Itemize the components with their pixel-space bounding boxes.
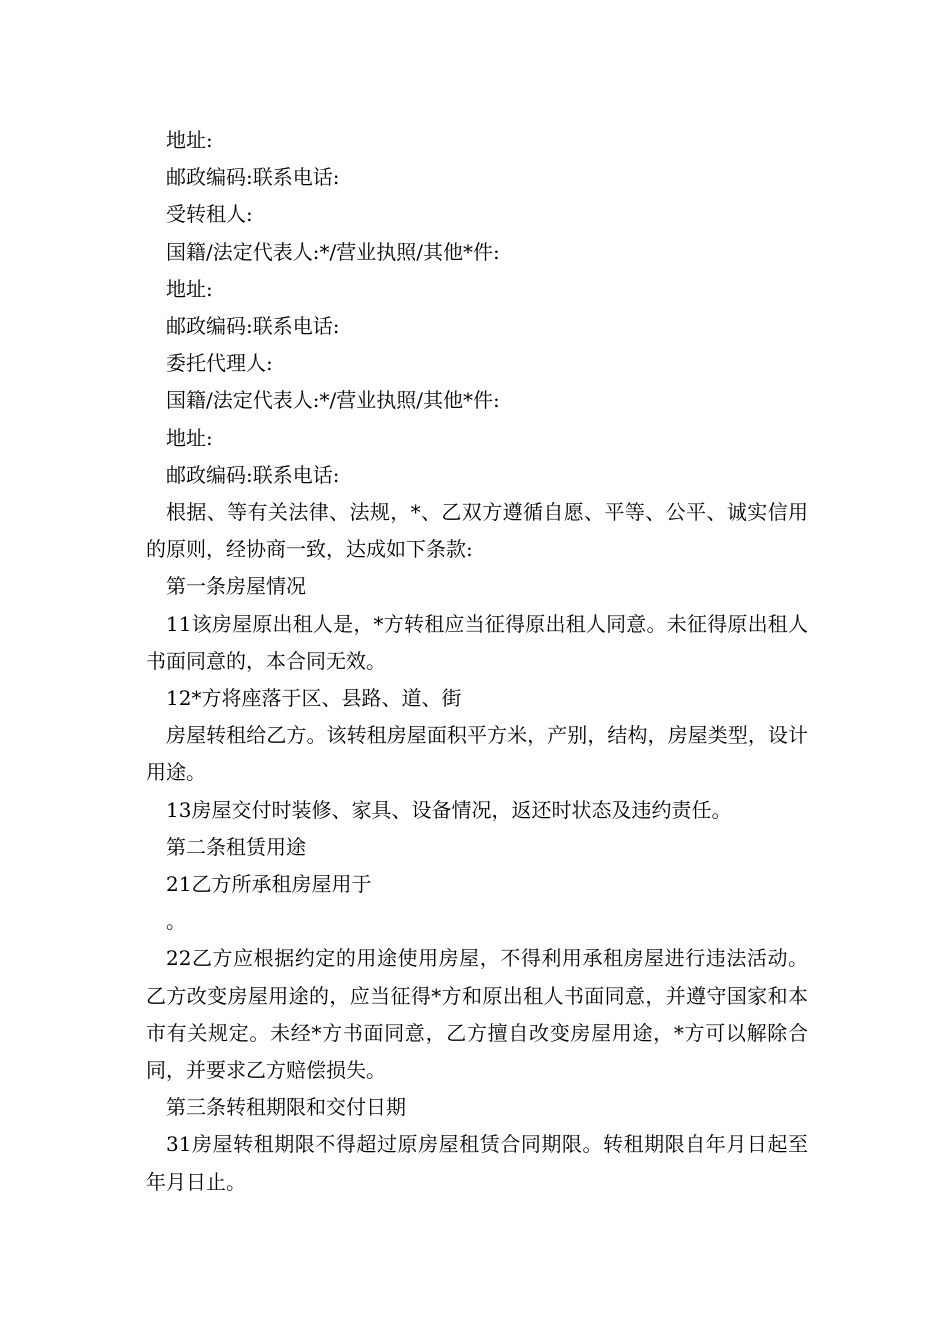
article-3-heading: 第三条转租期限和交付日期 (166, 1095, 406, 1120)
article-1-heading: 第一条房屋情况 (166, 574, 306, 599)
address-line: 地址: (166, 128, 213, 152)
article-2-heading: 第二条租赁用途 (166, 834, 306, 859)
preamble-paragraph: 根据、等有关法律、法规，*、乙双方遵循自愿、平等、公平、诚实信用的原则，经协商一致，达成如下条款: (146, 500, 808, 562)
nationality-id-line: 国籍/法定代表人:*/营业执照/其他*件: (166, 239, 500, 264)
agent-label: 委托代理人: (166, 351, 273, 376)
clause-2-2: 22乙方应根据约定的用途使用房屋，不得利用承租房屋进行违法活动。乙方改变房屋用途的，应当征得*方和原出租人书面同意，并遵守国家和本市有关规定。未经*方书面同意，乙方擅自改变房屋用途，*方可以解除合同，并要求乙方赔偿损失。 (146, 946, 808, 1083)
nationality-id-line: 国籍/法定代表人:*/营业执照/其他*件: (166, 388, 500, 413)
clause-1-2: 12*方将座落于区、县路、道、街 (166, 686, 462, 711)
clause-2-1: 21乙方所承租房屋用于 (166, 872, 372, 897)
clause-1-1: 11该房屋原出租人是，*方转租应当征得原出租人同意。未征得原出租人书面同意的，本合同无效。 (146, 611, 808, 673)
document-page (146, 122, 808, 1201)
address-line: 地址: (166, 425, 213, 450)
clause-3-1: 31房屋转租期限不得超过原房屋租赁合同期限。转租期限自年月日起至年月日止。 (146, 1132, 808, 1194)
sublessee-label: 受转租人: (166, 202, 253, 227)
postal-phone-line: 邮政编码:联系电话: (166, 165, 340, 190)
postal-phone-line: 邮政编码:联系电话: (166, 314, 340, 339)
clause-1-2-continued: 房屋转租给乙方。该转租房屋面积平方米，产别，结构，房屋类型，设计用途。 (146, 723, 808, 785)
clause-1-3: 13房屋交付时装修、家具、设备情况，返还时状态及违约责任。 (166, 797, 732, 822)
clause-2-1-end: 。 (166, 909, 186, 934)
postal-phone-line: 邮政编码:联系电话: (166, 462, 340, 487)
address-line: 地址: (166, 276, 213, 301)
